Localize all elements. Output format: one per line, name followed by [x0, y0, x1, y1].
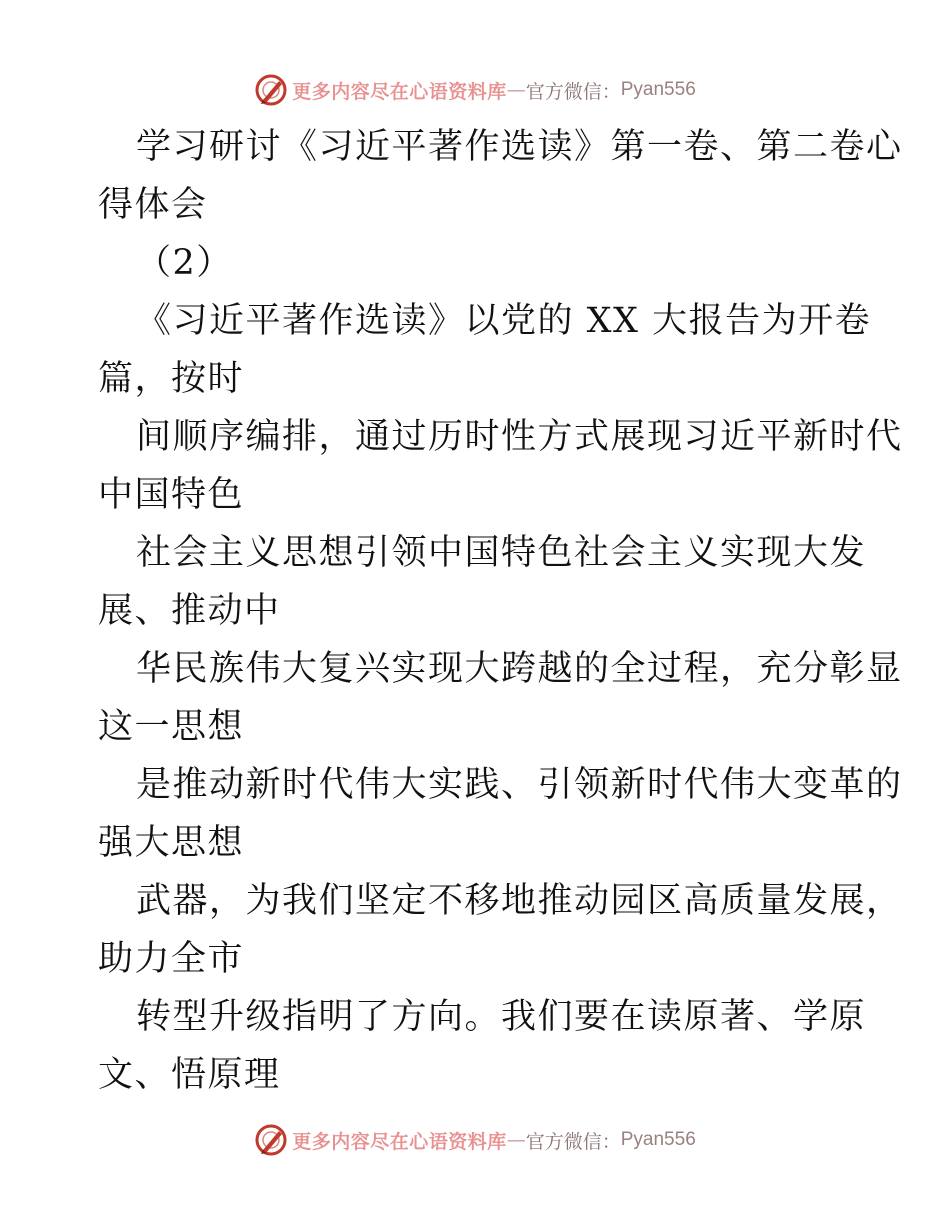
text-line: 转型升级指明了方向。我们要在读原著、学原 — [136, 997, 867, 1037]
banner-wechat-id: Pyan556 — [620, 1129, 696, 1150]
text-line: 强大思想 — [98, 823, 245, 863]
text-line: 武器，为我们坚定不移地推动园区高质量发展， — [136, 881, 903, 921]
text-line: 文、悟原理 — [98, 1055, 281, 1095]
banner-dash: — — [506, 79, 526, 101]
text-line: 助力全市 — [98, 939, 245, 979]
text-line: 这一思想 — [98, 707, 245, 747]
pen-logo-icon — [254, 73, 288, 107]
text-line: 社会主义思想引领中国特色社会主义实现大发 — [136, 533, 867, 573]
text-line: 篇，按时 — [98, 359, 245, 399]
banner-wechat-label: 官方微信： — [525, 1130, 621, 1153]
text-line: 学习研讨《习近平著作选读》第一卷、第二卷心 — [136, 127, 903, 167]
text-line: 得体会 — [98, 185, 208, 225]
banner-dash: — — [506, 1129, 526, 1151]
pen-logo-icon — [254, 1123, 288, 1157]
text-line: 间顺序编排，通过历时性方式展现习近平新时代 — [136, 417, 903, 457]
text-line: 展、推动中 — [98, 591, 281, 631]
header-banner — [0, 70, 950, 110]
banner-main-text: 更多内容尽在心语资料库 — [292, 1130, 507, 1153]
text-line: 《习近平著作选读》以党的 XX 大报告为开卷 — [136, 301, 872, 341]
text-line: 是推动新时代伟大实践、引领新时代伟大变革的 — [136, 765, 903, 805]
footer-banner — [0, 1120, 950, 1160]
text-line: （2） — [136, 243, 233, 283]
document-body — [98, 118, 903, 1104]
text-line: 华民族伟大复兴实现大跨越的全过程，充分彰显 — [136, 649, 903, 689]
banner-wechat-label: 官方微信： — [525, 80, 621, 103]
text-line: 中国特色 — [98, 475, 245, 515]
banner-wechat-id: Pyan556 — [620, 79, 696, 100]
banner-main-text: 更多内容尽在心语资料库 — [292, 80, 507, 103]
